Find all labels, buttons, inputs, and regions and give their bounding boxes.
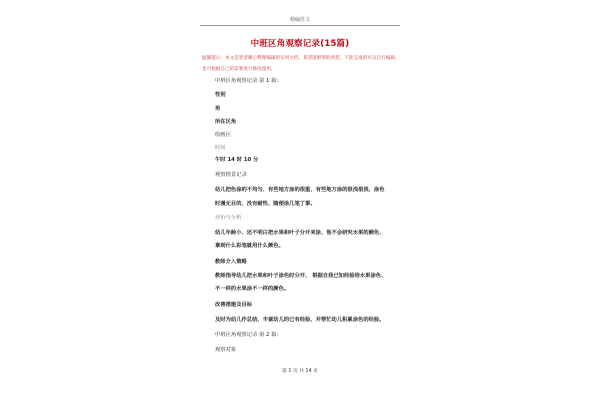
observation-line-2: 时漫无目的、没有耐性、随便涂几笔了事。 <box>215 201 316 207</box>
area-label: 所在区角 <box>215 119 237 125</box>
evaluation-line-1: 幼儿年龄小、还不明白把水果和叶子分开来涂、他不会研究水果的颜色、 <box>215 230 385 236</box>
time-label: 时间 <box>215 145 226 151</box>
notice-paragraph: 温馨提示：本文是笔者精心整理编辑的实用文档，希望能够帮助到您，不能完成的可以自行编辑，也可根据自己的需要进行修改使用。 <box>202 56 400 72</box>
intervention-label: 教师介入策略 <box>215 259 247 265</box>
improvement-label: 改善措施及目标 <box>215 302 253 308</box>
evaluation-label: 评价与分析 <box>215 215 242 221</box>
gender-label: 性别 <box>215 92 226 98</box>
header-divider <box>200 25 400 26</box>
evaluation-line-2: 拿到什么彩笔就用什么颜色。 <box>215 243 284 249</box>
area-value: 绘画区 <box>215 132 231 138</box>
page-header-label: 精编范文 <box>289 17 310 23</box>
section-2-subheading: 观察对象 <box>215 347 237 353</box>
observation-label: 观察情景记录 <box>215 172 247 178</box>
page-indicator: 第 1 页 共 14 页 <box>282 369 318 374</box>
section-2-heading: 中班区角观察记录 第 2 篇: <box>215 332 279 338</box>
gender-value: 男 <box>215 106 221 112</box>
intervention-line-2: 不一样的水果涂不一样的颜色。 <box>215 286 290 292</box>
document-title: 中班区角观察记录(15篇) <box>250 39 350 49</box>
observation-line-1: 幼儿把色涂的不均匀、有些地方涂的很重、有些地方涂的很浅很淡、涂色 <box>215 187 385 193</box>
section-1-heading: 中班区角观察记录 第 1 篇: <box>215 78 279 84</box>
time-value: 午时 14 时 10 分 <box>215 157 259 163</box>
improvement-line-1: 及时为幼儿作总结、丰富幼儿的已有经验、并帮忙幼儿积累涂色的经验。 <box>215 317 385 323</box>
intervention-line-1: 教师指导幼儿把水果和叶子涂色时分开、 根据自我已知经验给水果涂色、 <box>215 273 387 279</box>
